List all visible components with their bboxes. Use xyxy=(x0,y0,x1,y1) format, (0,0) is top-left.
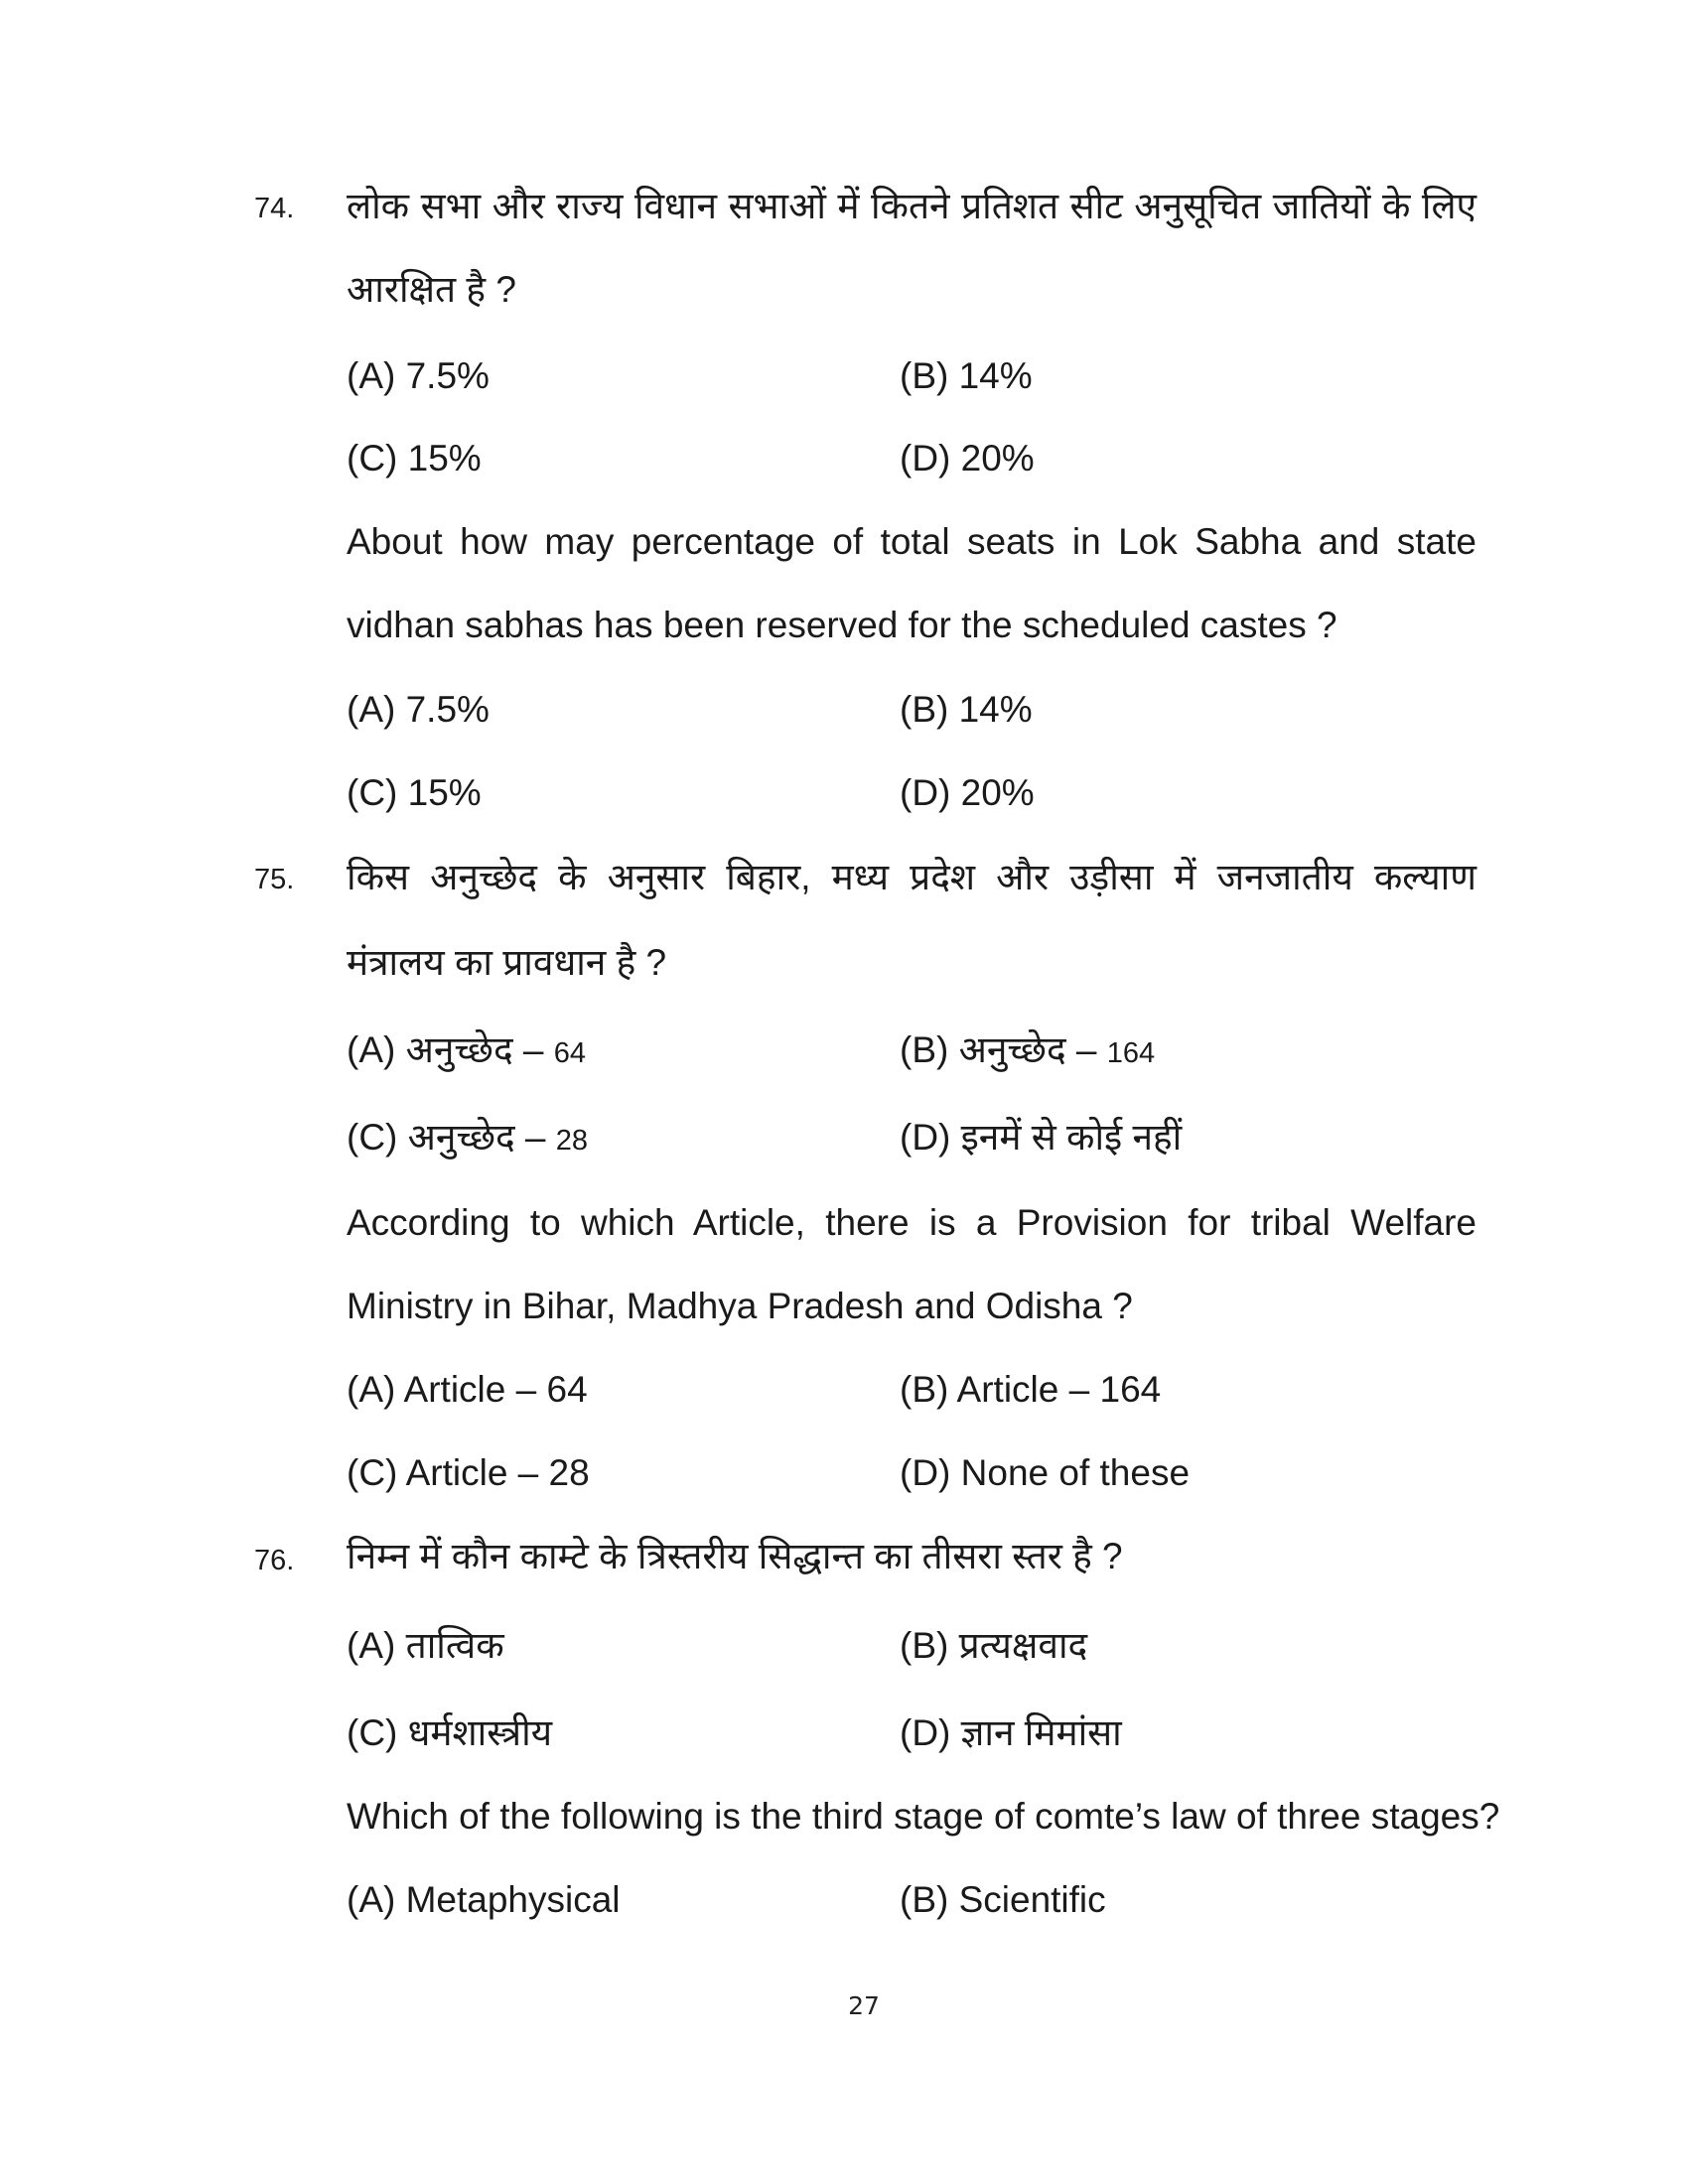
question-text-hindi: मंत्रालय का प्रावधान है ? xyxy=(347,942,667,983)
option-c xyxy=(347,1116,588,1162)
option-c: (C) Article – 28 xyxy=(347,1452,590,1493)
question-text-english: Which of the following is the third stage of comte’s law of three stages? xyxy=(347,1796,1500,1837)
option-d xyxy=(900,1116,1182,1162)
option-number: 64 xyxy=(553,1037,587,1069)
question-text-english: vidhan sabhas has been reserved for the scheduled castes ? xyxy=(347,605,1337,645)
question-number: 75. xyxy=(254,864,295,895)
option-c: (C) 15% xyxy=(347,772,482,813)
option-b: (B) Article – 164 xyxy=(900,1369,1162,1410)
question-number: 76. xyxy=(254,1545,295,1576)
option-a: (A) Metaphysical xyxy=(347,1879,621,1920)
option-d: (D) ज्ञान मिमांसा xyxy=(900,1712,1122,1753)
option-a: (A) 7.5% xyxy=(347,355,490,396)
option-a xyxy=(347,1028,586,1075)
question-text-hindi: लोक सभा और राज्य विधान सभाओं में कितने प्रतिशत सीट अनुसूचित जातियों के लिए xyxy=(347,186,1477,226)
option-b: (B) 14% xyxy=(900,355,1033,396)
option-b: (B) Scientific xyxy=(900,1879,1106,1920)
option-c: (C) धर्मशास्त्रीय xyxy=(347,1712,553,1753)
option-b xyxy=(900,1028,1155,1075)
option-a: (A) 7.5% xyxy=(347,689,490,730)
question-text-english: About how may percentage of total seats in Lok Sabha and state xyxy=(347,521,1477,562)
option-b: (B) 14% xyxy=(900,689,1033,730)
option-d: (D) 20% xyxy=(900,438,1035,478)
option-label: (D) इनमें से कोई नहीं xyxy=(900,1117,1183,1158)
option-label: (B) अनुच्छेद – xyxy=(900,1029,1107,1070)
option-a: (A) Article – 64 xyxy=(347,1369,588,1410)
option-d: (D) 20% xyxy=(900,772,1035,813)
question-text-hindi: किस अनुच्छेद के अनुसार बिहार, मध्य प्रदेश और उड़ीसा में जनजातीय कल्याण xyxy=(347,857,1477,897)
option-c: (C) 15% xyxy=(347,438,482,478)
option-label: (A) अनुच्छेद – xyxy=(347,1029,554,1070)
option-number: 28 xyxy=(555,1125,589,1157)
option-a: (A) तात्विक xyxy=(347,1625,504,1666)
question-text-english: Ministry in Bihar, Madhya Pradesh and Odisha ? xyxy=(347,1286,1133,1326)
question-number: 74. xyxy=(254,193,295,224)
question-text-hindi: आरक्षित है ? xyxy=(347,269,516,310)
option-label: (C) अनुच्छेद – xyxy=(347,1117,556,1158)
option-b: (B) प्रत्यक्षवाद xyxy=(900,1625,1088,1666)
option-number: 164 xyxy=(1106,1037,1156,1069)
option-d: (D) None of these xyxy=(900,1452,1191,1493)
question-text-english: According to which Article, there is a Provision for tribal Welfare xyxy=(347,1202,1477,1243)
page-number: 27 xyxy=(848,1991,880,2020)
question-text-hindi: निम्न में कौन काम्टे के त्रिस्तरीय सिद्धान्त का तीसरा स्तर है ? xyxy=(347,1536,1123,1576)
